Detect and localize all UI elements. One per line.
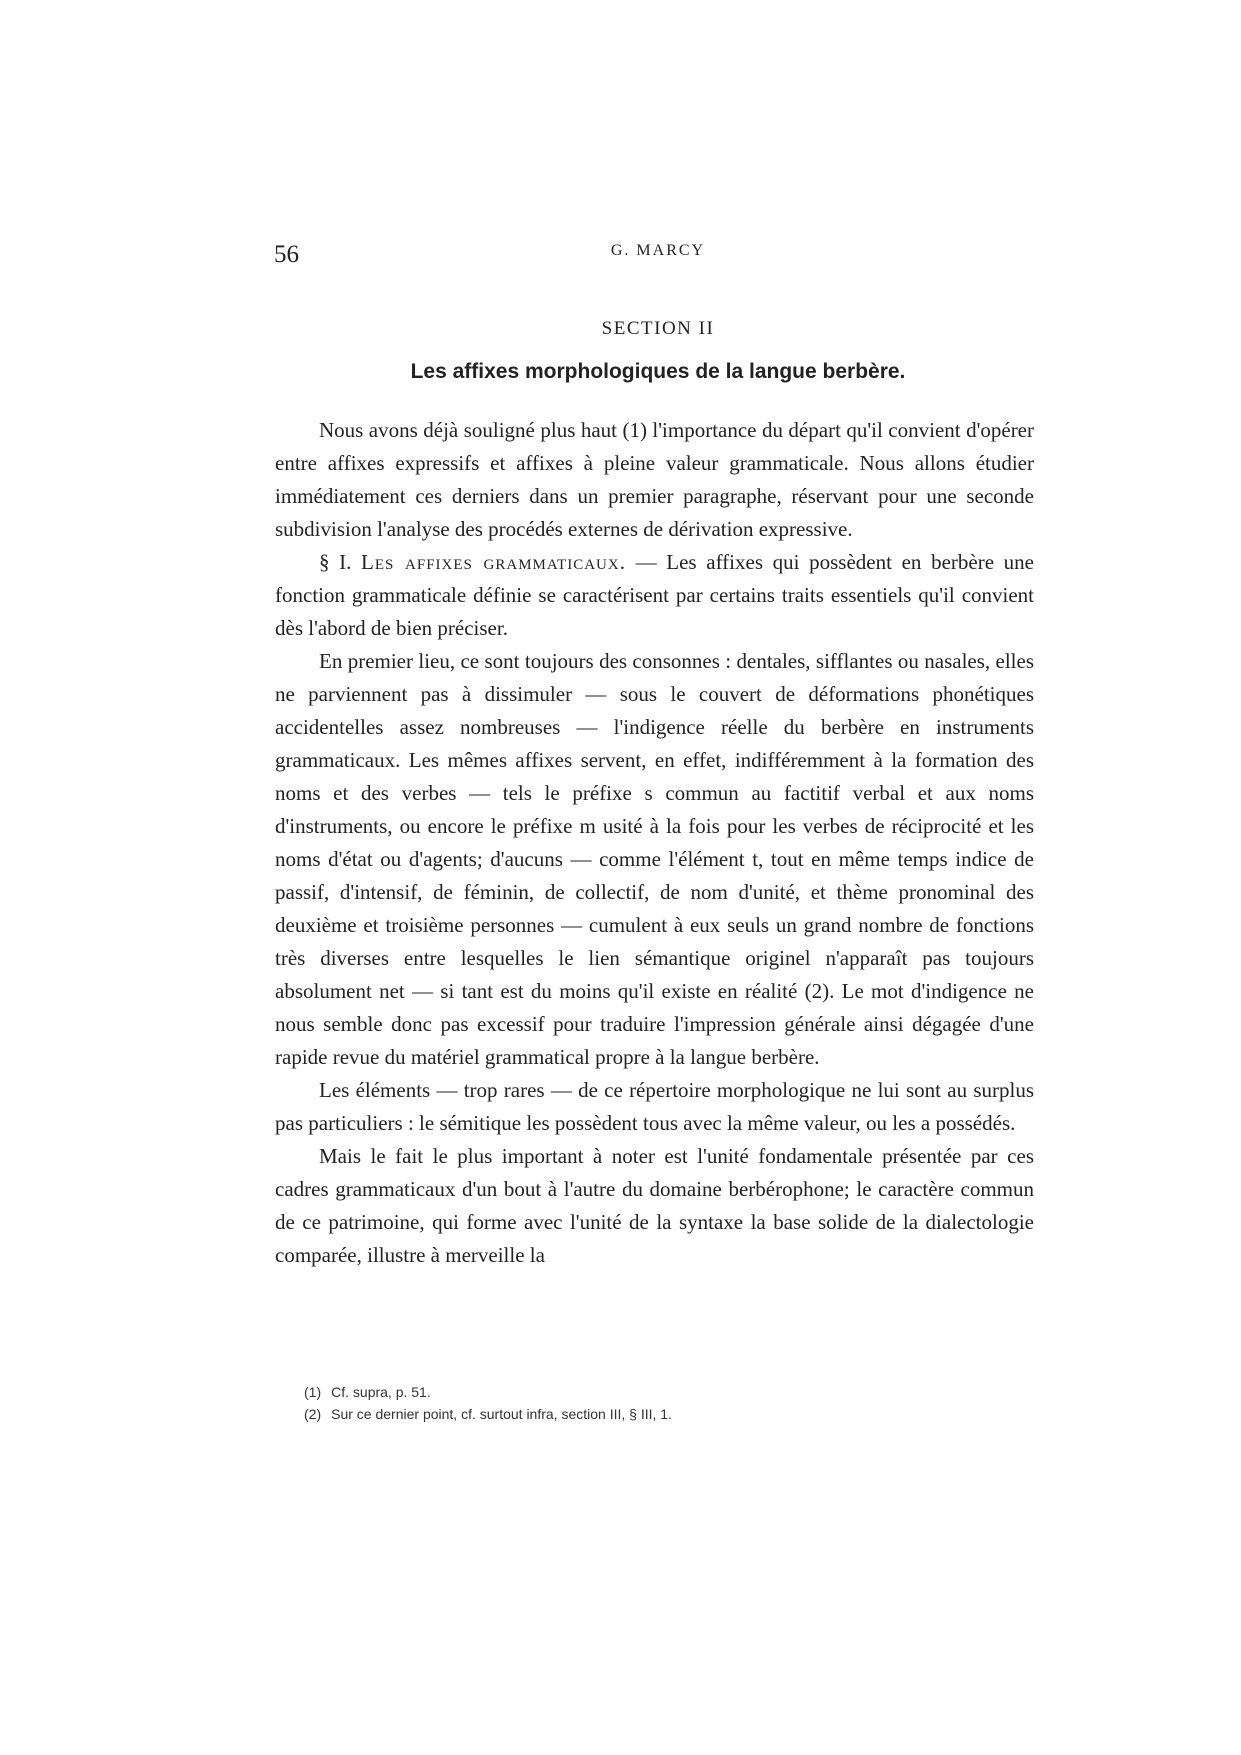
section-subtitle: Les affixes morphologiques de la langue berbère.	[410, 360, 906, 383]
section-title: SECTION II	[601, 318, 715, 339]
running-head: G. MARCY	[610, 242, 706, 259]
section-marker: § I.	[319, 550, 362, 574]
paragraph: En premier lieu, ce sont toujours des consonnes : dentales, sifflantes ou nasales, elles ne parviennent pas à dissimuler — sous le couvert de déformations phonétiques accidentelles assez nombreuses — l'indigence réelle du berbère en instruments grammaticaux. Les mêmes affixes servent, en effet, indifféremment à la formation des noms et des verbes — tels le préfixe s commun au factitif verbal et aux noms d'instruments, ou encore le préfixe m usité à la fois pour les verbes de réciprocité et les noms d'état ou d'agents; d'aucuns — comme l'élément t, tout en même temps indice de passif, d'intensif, de féminin, de collectif, de nom d'unité, et thème pronominal des deuxième et troisième personnes — cumulent à eux seuls un grand nombre de fonctions très diverses entre lesquelles le lien sémantique originel n'apparaît pas toujours absolument net — si tant est du moins qu'il existe en réalité (2). Le mot d'indigence ne nous semble donc pas excessif pour traduire l'impression générale ainsi dégagée d'une rapide revue du matériel grammatical propre à la langue berbère.	[275, 649, 1034, 1069]
page-header	[274, 240, 1042, 270]
footnote-mark: (2)	[304, 1406, 322, 1422]
paragraph: Les éléments — trop rares — de ce répertoire morphologique ne lui sont au surplus pas particuliers : le sémitique les possèdent tous avec la même valeur, ou les a possédés.	[275, 1078, 1034, 1135]
footnote-text: Sur ce dernier point, cf. surtout infra, section III, § III, 1.	[331, 1406, 672, 1422]
footnote	[304, 1403, 1004, 1425]
paragraph: Nous avons déjà souligné plus haut (1) l'importance du départ qu'il convient d'opérer entre affixes expressifs et affixes à pleine valeur grammaticale. Nous allons étudier immédiatement ces derniers dans un premier paragraphe, réservant pour une seconde subdivision l'analyse des procédés externes de dérivation expressive.	[275, 418, 1034, 541]
footnotes	[304, 1381, 1004, 1425]
subsection-heading: Les affixes grammaticaux.	[361, 550, 626, 574]
footnote-text: Cf. supra, p. 51.	[331, 1384, 431, 1400]
footnote-mark: (1)	[304, 1384, 322, 1400]
footnote	[304, 1381, 1004, 1403]
body-text	[275, 414, 1034, 1272]
page-number: 56	[274, 241, 299, 268]
paragraph	[275, 546, 1034, 645]
paragraph: Mais le fait le plus important à noter est l'unité fondamentale présentée par ces cadres grammaticaux d'un bout à l'autre du domaine berbérophone; le caractère commun de ce patrimoine, qui forme avec l'unité de la syntaxe la base solide de la dialectologie comparée, illustre à merveille la	[275, 1144, 1034, 1267]
paragraph-text: — Les affixes qui possèdent en berbère une fonction grammaticale définie se caractérisent par certains traits essentiels qu'il convient dès l'abord de bien préciser.	[275, 550, 1034, 640]
